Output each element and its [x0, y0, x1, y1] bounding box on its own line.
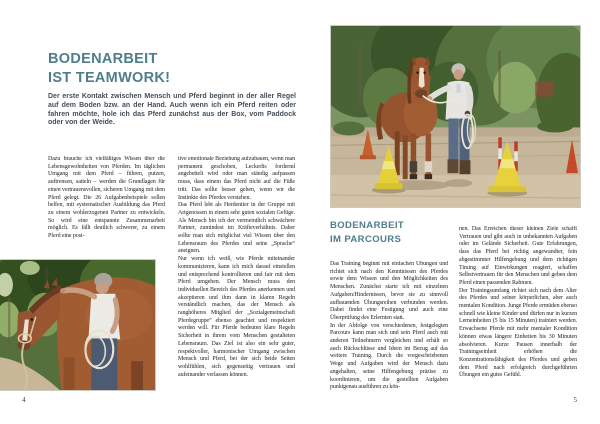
body-paragraph: nen. Das Erreichen dieser kleinen Ziele schafft Vertrauen und gibt auch in unbekannten Aufgaben oder im Gelände Sicherheit. Gute Erfahrungen, dass das Pferd bei richtig angewandter, fein abgestimmter Hilfengebung und dem richtigen Timing auf Einwirkungen reagiert, schaffen Selbstvertrauen für den Menschen und geben dem Pferd einen passenden Rahmen. — [459, 226, 577, 286]
section-heading — [330, 219, 404, 247]
body-paragraph: Der Trainingsumfang richtet sich nach dem Alter des Pferdes und seiner körperlichen, aber auch mentalen Kondition. Junge Pferde ermüden ebenso schnell wie kleine Kinder und dürfen nur in kurzen Lerneinheiten (5 bis 15 Minuten) trainiert werden. Erwachsene Pferde mit mehr mentaler Kondition können etwas längere Einheiten bis 30 Minuten absolvieren. Kurze Pausen innerhalb der Trainingseinheit erhöhen die Konzentrationsfähigkeit des Pferdes und geben dem Pferd nach erfolgreich durchgeführten Übungen ein gutes Gefühl. — [459, 287, 577, 379]
intro-paragraph: Der erste Kontakt zwischen Mensch und Pferd beginnt in der aller Regel auf dem Boden bzw. an der Hand. Auch wenn ich ein Pferd reiten oder fahren möchte, hole ich das Pferd zunächst aus der Box, vom Paddock oder von der Weide. — [48, 93, 296, 127]
page-number-left: 4 — [22, 396, 26, 404]
body-paragraph: tive emotionale Beziehung aufzubauen, wenn man permanent geschoben, Leckerlis fordernd angebettelt wird oder man ständig aufpassen muss, dass einem das Pferd nicht auf die Füße tritt. Das sollte besser gehen, wenn wir die Instinkte des Pferdes verstehen. — [178, 156, 295, 201]
page-title — [48, 50, 170, 88]
left-column-1 — [48, 156, 165, 252]
right-column-1 — [330, 261, 448, 395]
photo-horse-praise — [0, 259, 156, 391]
photo-horse-praise-illustration — [0, 260, 155, 390]
left-column-2 — [178, 156, 295, 394]
page-number-right: 5 — [573, 396, 577, 404]
section-heading-line2: IM PARCOURS — [330, 234, 402, 245]
photo-parcours-illustration — [331, 26, 580, 207]
body-paragraph: In der Abfolge von verschiedenen, festgelegten Parcours kann man sich und sein Pferd auch mit anderen Teilnehmern vergleichen und erhält so auch Rückschlüsse und Ideen im Bezug auf das weitere Training. Durch die vorgeschriebenen Wege und Aufgaben wird der Mensch dazu angehalten, seine Hilfengebung präzise zu koordinieren, um die gestellten Aufgaben punktgenau ausführen zu kön- — [330, 322, 448, 391]
right-column-2 — [459, 226, 577, 394]
page-title-line1: BODENARBEIT — [48, 51, 158, 67]
photo-parcours-training — [330, 25, 581, 208]
body-paragraph: Dazu brauche ich vielfältiges Wissen über die Lebensgewohnheiten von Pferden. Im täglichen Umgang mit dem Pferd – führen, putzen, auftrensen, satteln – werden die Grundlagen für einen vertrauensvollen, sicheren Umgang mit dem Pferd gelegt. Die 26 Aufgabenbeispiele sollen helfen, mit systematischer Ausbildung das Pferd zu einem wohlerzogenen Partner zu entwickeln. So wird eine entspannte Zusammenarbeit möglich. Es fällt deutlich schwerer, zu einem Pferd eine posi- — [48, 156, 165, 240]
body-paragraph: Das Pferd lebt als Herdentier in der Gruppe mit Artgenossen in einem sehr guten sozialen Gefüge. Als Mensch bin ich der vermeintlich schwächere Partner, zumindest im Kräfteverhältnis. Daher sollte man sich möglichst viel Wissen über den Lebensraum des Pferdes und seine „Sprache“ aneignen. — [178, 202, 295, 255]
body-paragraph: Nur wenn ich weiß, wie Pferde miteinander kommunizieren, kann ich mich darauf einstellen und entsprechend kontrollieren und fair mit dem Pferd umgehen. Der Mensch muss den individuellen Bereich des Pferdes anerkennen und akzeptieren und ihm dann in klaren Regeln verständlich machen, das der Mensch als ranghöheres Mitglied der „Sozialgemeinschaft Pferdegruppe“ ebenso geachtet und respektiert werden will. Für Pferde bedeuten klare Regeln Sicherheit in ihrem vom Menschen gestalteten Lebensraum. Das Ziel ist also ein sehr guter, respektvoller, harmonischer Umgang zwischen Mensch und Pferd, bei der sich beide Seiten wohlfühlen, sich gegenseitig vertrauen und aufeinander verlassen können. — [178, 256, 295, 378]
page-title-line2: IST TEAMWORK! — [48, 70, 171, 86]
section-heading-line1: BODENARBEIT — [330, 220, 405, 231]
body-paragraph: Das Training beginnt mit einfachen Übungen und richtet sich nach den Kenntnissen des Pferdes sowie dem Wissen und den Möglichkeiten des Menschen. Zunächst starte ich mit einzelnen Aufgaben/Hindernissen, bevor sie zu sinnvoll aufbauenden Übungsreihen verbunden werden. Dabei findet eine Festigung und auch eine Überprüfung des Erlernten statt. — [330, 261, 448, 321]
